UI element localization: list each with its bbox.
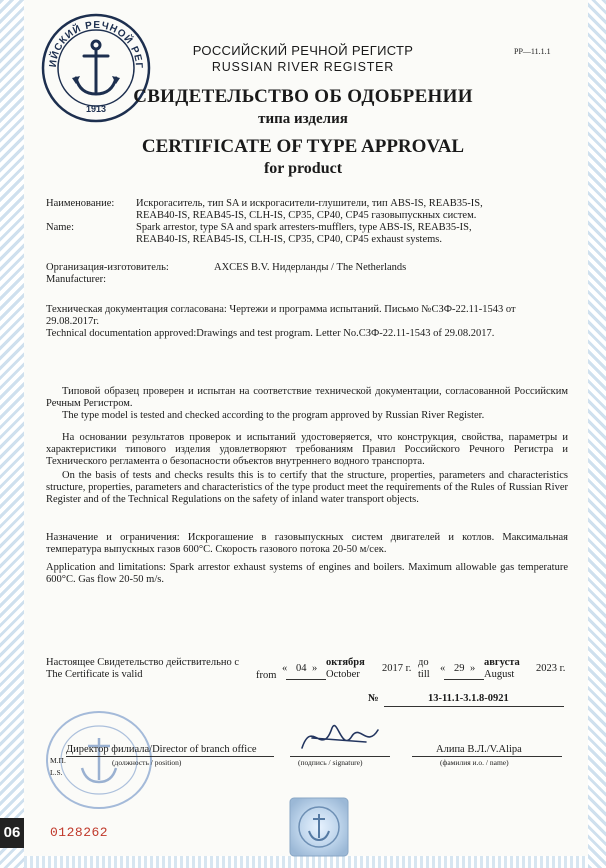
to-year: 2023 г. xyxy=(536,663,566,674)
body-p2-ru: На основании результатов проверок и испытаний удостоверяется, что конструкция, свойства, параметры и характеристики типового изделия удовлетворяют требованиям Правил Российского Речного Регистра и Технического регламента о безопасности объектов внутреннего водного транспорта. xyxy=(46,432,568,467)
certificate-number: 13-11.1-3.1.8-0921 xyxy=(428,693,509,704)
name-value-ru-1: Искрогаситель, тип SA и искрогасители-глушители, тип ABS-IS, REAB35-IS, xyxy=(136,198,483,209)
signature-caption: (подпись / signature) xyxy=(298,758,363,767)
manufacturer-label-en: Manufacturer: xyxy=(46,274,107,285)
number-sign: № xyxy=(368,693,379,704)
subtitle-ru: типа изделия xyxy=(258,111,348,127)
application-en: Application and limitations: Spark arrestor exhaust systems of engines and boilers. Maximum allowable gas temperature 600°C. Gas flow 20-50 m/s. xyxy=(46,562,568,585)
validity-label-ru: Настоящее Свидетельство действительно с xyxy=(46,657,240,668)
sheet-number: 06 xyxy=(0,818,24,848)
mp-label: М.П. xyxy=(50,756,66,765)
to-en: till xyxy=(418,669,430,680)
registry-name-ru: РОССИЙСКИЙ РЕЧНОЙ РЕГИСТР xyxy=(192,43,414,58)
from-quote-close: » xyxy=(312,663,318,674)
hologram-emblem xyxy=(288,796,350,858)
body-p1-en: The type model is tested and checked according to the program approved by Russian River Register. xyxy=(62,410,485,421)
to-month-en: August xyxy=(484,669,515,680)
right-guilloche-border xyxy=(588,0,606,868)
tech-doc-ru-1: Техническая документация согласована: Чертежи и программа испытаний. Письмо №СЗФ-22.11-1543 от xyxy=(46,304,516,315)
title-ru: СВИДЕТЕЛЬСТВО ОБ ОДОБРЕНИИ xyxy=(133,86,473,107)
position-caption: (должность / position) xyxy=(112,758,182,767)
from-day: 04 xyxy=(296,663,307,674)
body-p2-en: On the basis of tests and checks results this is to certify that the structure, properties, parameters and characteristics structure, properties, parameters and characteristics of the type product meet the requirements of the Rules of Russian River Register and of the Technical Regulations on the safety of inland water transport objects. xyxy=(46,470,568,505)
subtitle-en: for product xyxy=(263,160,343,177)
validity-label-en: The Certificate is valid xyxy=(46,669,143,680)
to-ru: до xyxy=(418,657,429,668)
tech-doc-en: Technical documentation approved:Drawings and test program. Letter No.СЗФ-22.11-1543 of 29.08.2017. xyxy=(46,328,495,339)
name-label-en: Name: xyxy=(46,222,74,233)
from-month-ru: октября xyxy=(326,657,365,668)
from-quote-open: « xyxy=(282,663,288,674)
ls-label: L.S. xyxy=(50,768,63,777)
manufacturer-value: AXCES B.V. Нидерланды / The Netherlands xyxy=(214,262,407,273)
tech-doc-ru-2: 29.08.2017г. xyxy=(46,316,99,327)
name-value-en-1: Spark arrestor, type SA and spark arresters-mufflers, type ABS-IS, REAB35-IS, xyxy=(136,222,472,233)
name-value-en-2: REAB40-IS, REAB45-IS, CLH-IS, CP35, CP40, CP45 exhaust systems. xyxy=(136,234,442,245)
to-month-ru: августа xyxy=(484,657,520,668)
serial-number: 0128262 xyxy=(50,825,109,840)
left-guilloche-border xyxy=(0,0,24,868)
signatory-position: Директор филиала/Director of branch office xyxy=(66,744,257,755)
name-caption: (фамилия и.о. / name) xyxy=(440,758,509,767)
to-quote-close: » xyxy=(470,663,476,674)
validity-from: from xyxy=(256,670,277,681)
svg-text:РОССИЙСКИЙ РЕЧНОЙ РЕГИСТР: ИЙСКИЙ РЕЧНОЙ РЕГ xyxy=(47,19,145,70)
registry-name-en: RUSSIAN RIVER REGISTER xyxy=(211,60,395,74)
body-p1-ru: Типовой образец проверен и испытан на соответствие технической документации, согласованной Российским Речным Регистром. xyxy=(46,386,568,409)
application-ru: Назначение и ограничения: Искрогашение в газовыпускных систем двигателей и котлов. Максимальная температура выпускных газов 600°С. Скорость газового потока 20-50 м/сек. xyxy=(46,532,568,555)
title-en: CERTIFICATE OF TYPE APPROVAL xyxy=(141,136,465,157)
from-year: 2017 г. xyxy=(382,663,412,674)
name-label-ru: Наименование: xyxy=(46,198,115,209)
manufacturer-label-ru: Организация-изготовитель: xyxy=(46,262,169,273)
form-code: РР—11.1.1 xyxy=(514,47,551,56)
from-month-en: October xyxy=(326,669,360,680)
name-value-ru-2: REAB40-IS, REAB45-IS, CLH-IS, CP35, CP40, CP45 газовыпускных систем. xyxy=(136,210,477,221)
to-day: 29 xyxy=(454,663,465,674)
seal-year: 1913 xyxy=(85,104,107,114)
to-quote-open: « xyxy=(440,663,446,674)
signatory-name: Алипа В.Л./V.Alipa xyxy=(436,744,522,755)
